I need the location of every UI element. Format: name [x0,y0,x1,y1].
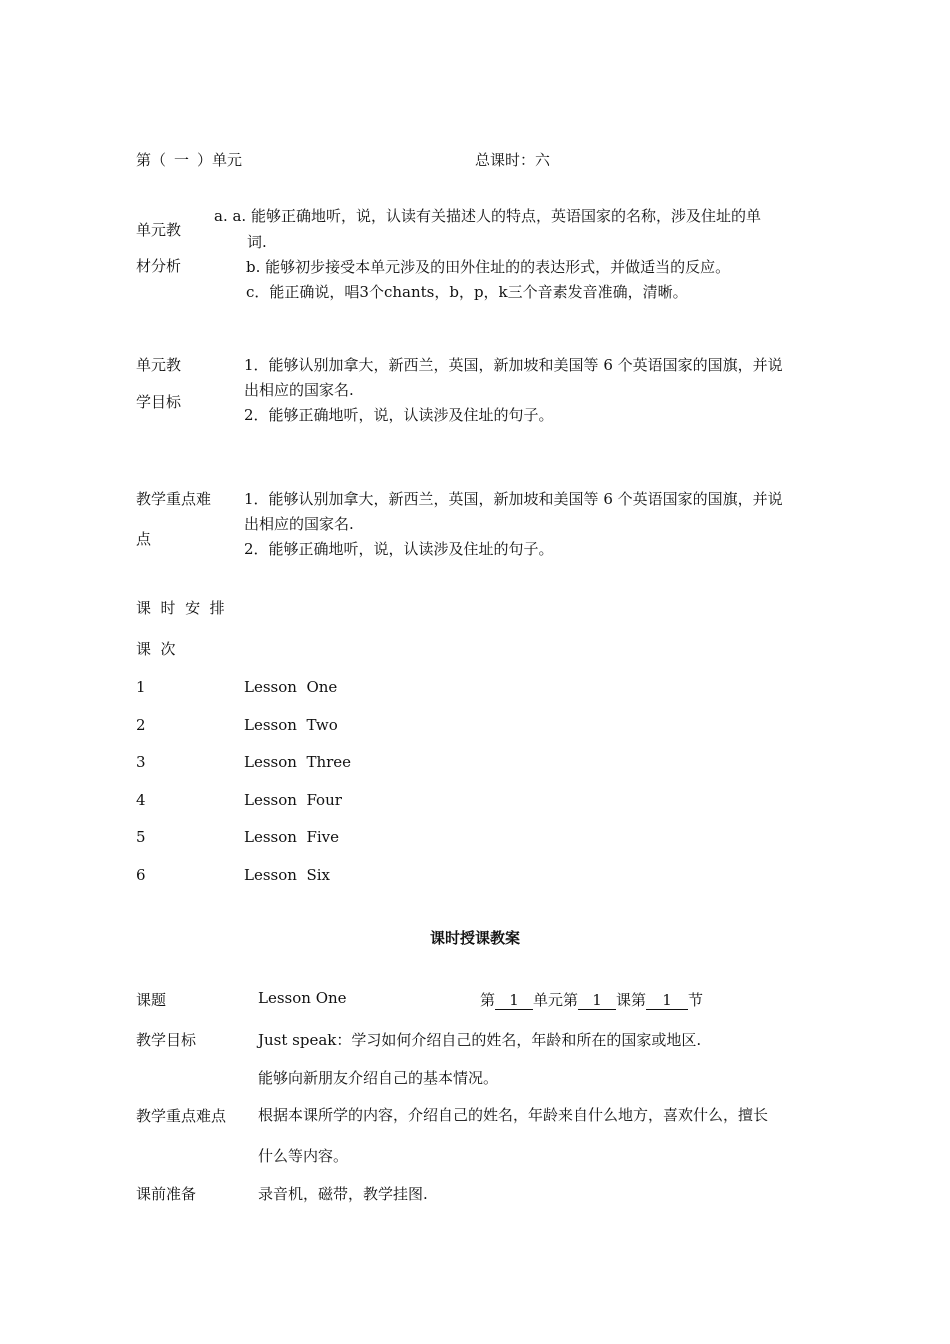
plan-key-line-1: 根据本课所学的内容，介绍自己的姓名，年龄来自什么地方，喜欢什么，擅长 [258,1106,769,1124]
analysis-line-c: c．能正确说，唱3个chants，b，p，k三个音素发音准确，清晰。 [246,283,688,301]
plan-title: 课时授课教案 [429,929,520,947]
analysis-line-b: b. 能够初步接受本单元涉及的田外住址的的表达形式，并做适当的反应。 [246,258,731,276]
plan-prep-value: 录音机，磁带，教学挂图. [258,1185,428,1203]
difficulties-label-2: 点 [136,530,152,548]
analysis-line-a2: 词. [247,233,267,251]
goals-line-1: 1．能够认别加拿大，新西兰，英国，新加坡和美国等 6 个英语国家的国旗，并说 [244,356,783,374]
schedule-row-lesson: Lesson One [244,678,338,696]
position-text: 节 [688,991,704,1009]
plan-goal-label: 教学目标 [136,1031,197,1049]
topic-label: 课题 [136,991,167,1009]
schedule-row-num: 3 [136,753,146,771]
total-hours: 总课时：六 [475,151,551,169]
plan-goal-line-1: Just speak：学习如何介绍自己的姓名，年龄和所在的国家或地区. [258,1031,702,1049]
analysis-line-a1: a. a. 能够正确地听，说，认读有关描述人的特点，英语国家的名称，涉及住址的单 [214,207,761,225]
plan-key-line-2: 什么等内容。 [258,1147,349,1165]
goals-line-2: 出相应的国家名. [244,381,354,399]
schedule-row-lesson: Lesson Five [244,828,340,846]
plan-key-label: 教学重点难点 [136,1107,227,1125]
unit-prefix: 第（ [136,151,167,169]
analysis-label-2: 材分析 [136,257,182,275]
schedule-row-lesson: Lesson Two [244,716,338,734]
difficulties-line-1: 1．能够认别加拿大，新西兰，英国，新加坡和美国等 6 个英语国家的国旗，并说 [244,490,783,508]
goals-label-1: 单元教 [136,356,182,374]
schedule-row-num: 4 [136,791,146,809]
schedule-column-label: 课 次 [136,640,176,658]
analysis-label-1: 单元教 [136,221,182,239]
unit-suffix: ）单元 [197,151,243,169]
lesson-position [480,988,703,1013]
unit-heading [136,148,242,173]
plan-goal-line-2: 能够向新朋友介绍自己的基本情况。 [258,1069,499,1087]
schedule-row-num: 6 [136,866,146,884]
difficulties-line-2: 出相应的国家名. [244,515,354,533]
schedule-heading: 课 时 安 排 [136,599,225,617]
period-number-blank: 1 [646,991,688,1010]
position-text: 单元第 [533,991,579,1009]
schedule-row-lesson: Lesson Four [244,791,342,809]
schedule-row-lesson: Lesson Three [244,753,352,771]
position-text: 第 [480,991,496,1009]
difficulties-line-3: 2．能够正确地听，说，认读涉及住址的句子。 [244,540,554,558]
schedule-row-lesson: Lesson Six [244,866,330,884]
schedule-row-num: 5 [136,828,146,846]
position-text: 课第 [616,991,647,1009]
difficulties-label-1: 教学重点难 [136,490,212,508]
goals-line-3: 2．能够正确地听，说，认读涉及住址的句子。 [244,406,554,424]
unit-number-blank: 1 [495,991,533,1010]
plan-prep-label: 课前准备 [136,1185,197,1203]
schedule-row-num: 1 [136,678,146,696]
goals-label-2: 学目标 [136,393,182,411]
topic-value: Lesson One [258,989,347,1007]
schedule-row-num: 2 [136,716,146,734]
lesson-number-blank: 1 [578,991,616,1010]
unit-number: 一 [174,151,190,169]
